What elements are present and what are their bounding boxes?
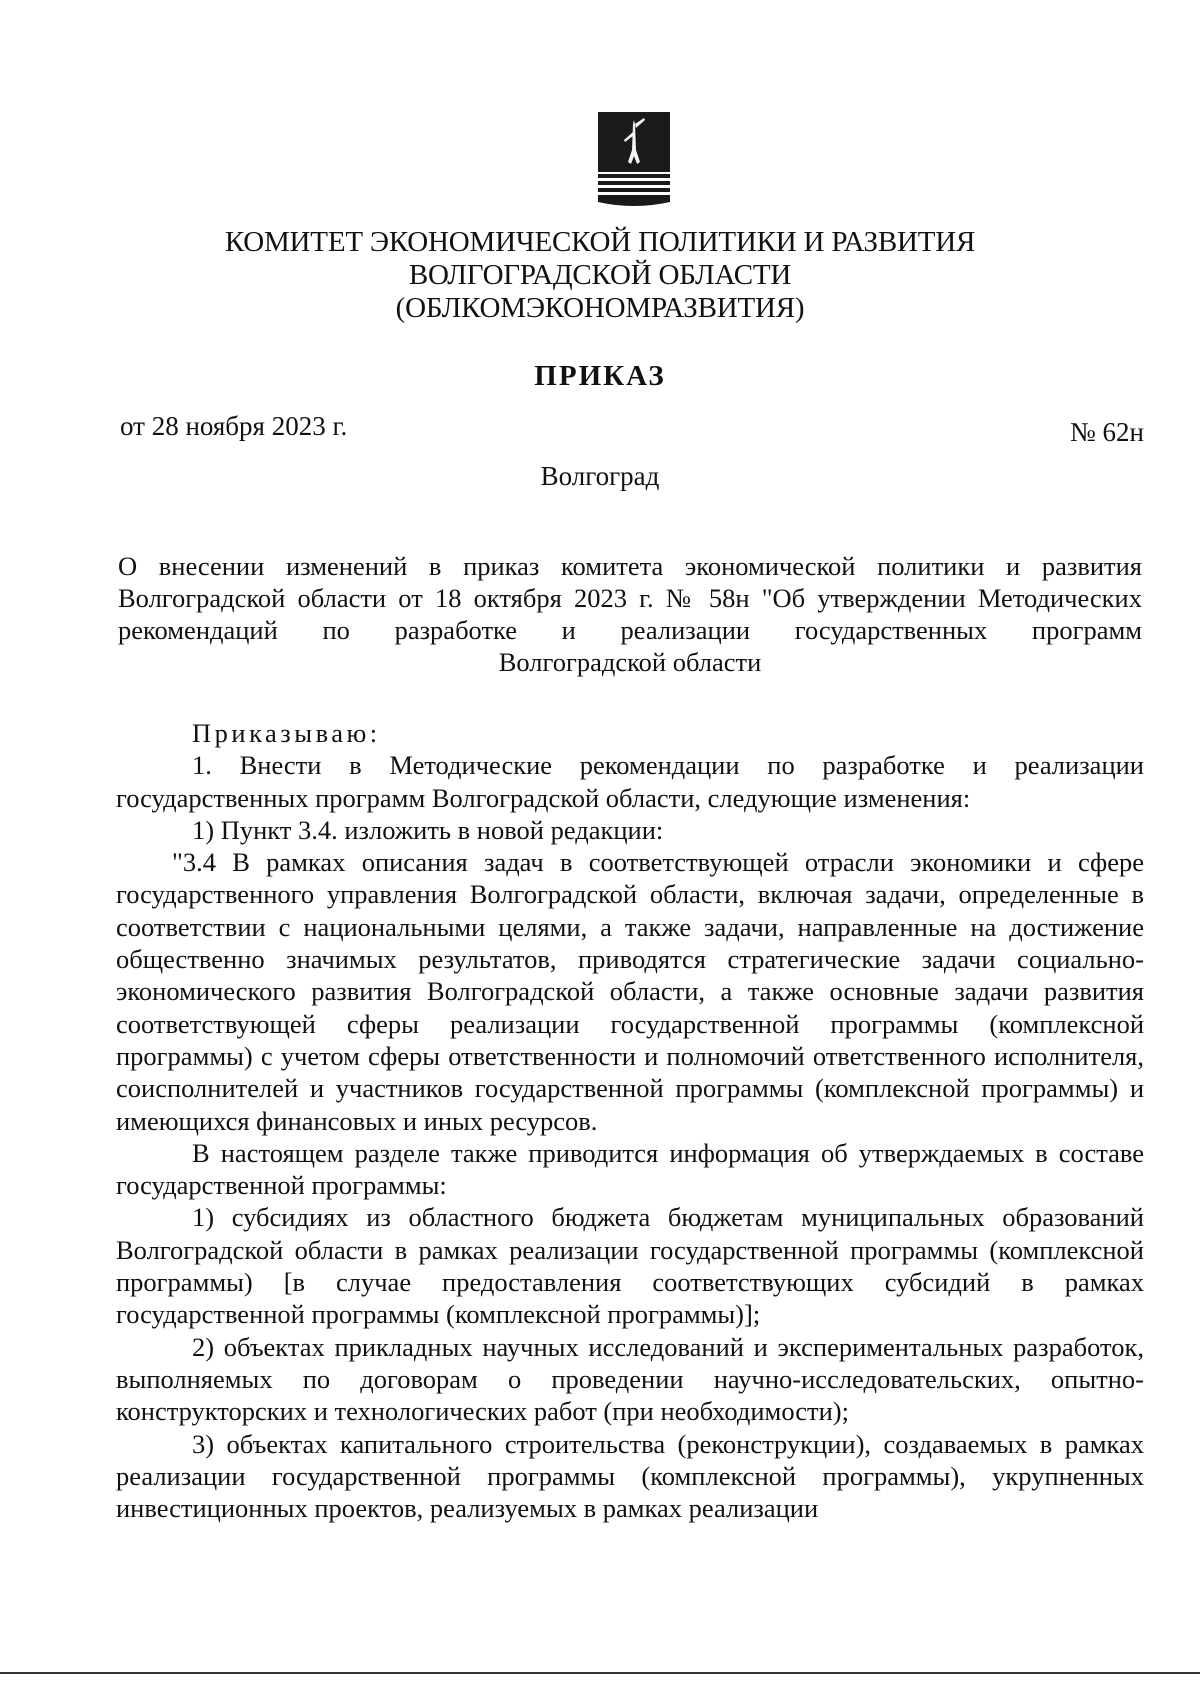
volgograd-coat-of-arms-icon (596, 110, 672, 208)
paragraph-1: 1. Внести в Методические рекомендации по разработке и реализации государственных программ Волгоградской области, следующие изменения: (116, 750, 1144, 813)
subject-line-3: рекомендаций по разработке и реализации государственных программ (118, 615, 1142, 645)
document-body (116, 717, 1144, 1524)
document-date: от 28 ноября 2023 г. (120, 411, 348, 441)
paragraph-6: 2) объектах прикладных научных исследований и экспериментальных разработок, выполняемых по договорам о проведении научно-исследовательских, опытно-конструкторских и технологических работ (при необходимости); (116, 1331, 1144, 1427)
document-type: ПРИКАЗ (534, 360, 666, 392)
subject-line-4: Волгоградской области (498, 647, 762, 677)
subject-line-1: О внесении изменений в приказ комитета экономической политики и развития (118, 551, 1142, 581)
order-word: Приказываю: (192, 718, 381, 748)
document-city: Волгоград (540, 461, 660, 491)
paragraph-7: 3) объектах капитального строительства (реконструкции), создаваемых в рамках реализации государственной программы (комплексной программы), укрупненных инвестиционных проектов, реализуемых в рамках реализации (116, 1428, 1144, 1524)
organization-name (150, 226, 1050, 325)
document-subject (118, 550, 1142, 678)
document-number: № 62н (1070, 417, 1144, 447)
subject-line-2: Волгоградской области от 18 октября 2023 г. № 58н "Об утверждении Методических (118, 583, 1142, 613)
paragraph-2: 1) Пункт 3.4. изложить в новой редакции: (192, 814, 664, 845)
org-line-3: (ОБЛКОМЭКОНОМРАЗВИТИЯ) (395, 292, 805, 324)
org-line-2: ВОЛГОГРАДСКОЙ ОБЛАСТИ (408, 259, 792, 291)
paragraph-5: 1) субсидиях из областного бюджета бюджетам муниципальных образований Волгоградской области в рамках реализации государственной программы (комплексной программы) [в случае предоставления соответствующих субсидий в рамках государственной программы (комплексной программы)]; (116, 1202, 1144, 1330)
paragraph-4: В настоящем разделе также приводится информация об утверждаемых в составе государственной программы: (116, 1137, 1144, 1201)
paragraph-3: "3.4 В рамках описания задач в соответствующей отрасли экономики и сфере государственного управления Волгоградской области, включая задачи, определенные в соответствии с национальными целями, а также задачи, направленные на достижение общественно значимых результатов, приводятся стратегические задачи социально-экономического развития Волгоградской области, а также основные задачи развития соответствующей сферы реализации государственной программы (комплексной программы) с учетом сферы ответственности и полномочий ответственного исполнителя, соисполнителей и участников государственной программы (комплексной программы) и имеющихся финансовых и иных ресурсов. (116, 847, 1144, 1136)
org-line-1: КОМИТЕТ ЭКОНОМИЧЕСКОЙ ПОЛИТИКИ И РАЗВИТИЯ (224, 226, 976, 258)
bottom-rule (0, 1672, 1200, 1674)
